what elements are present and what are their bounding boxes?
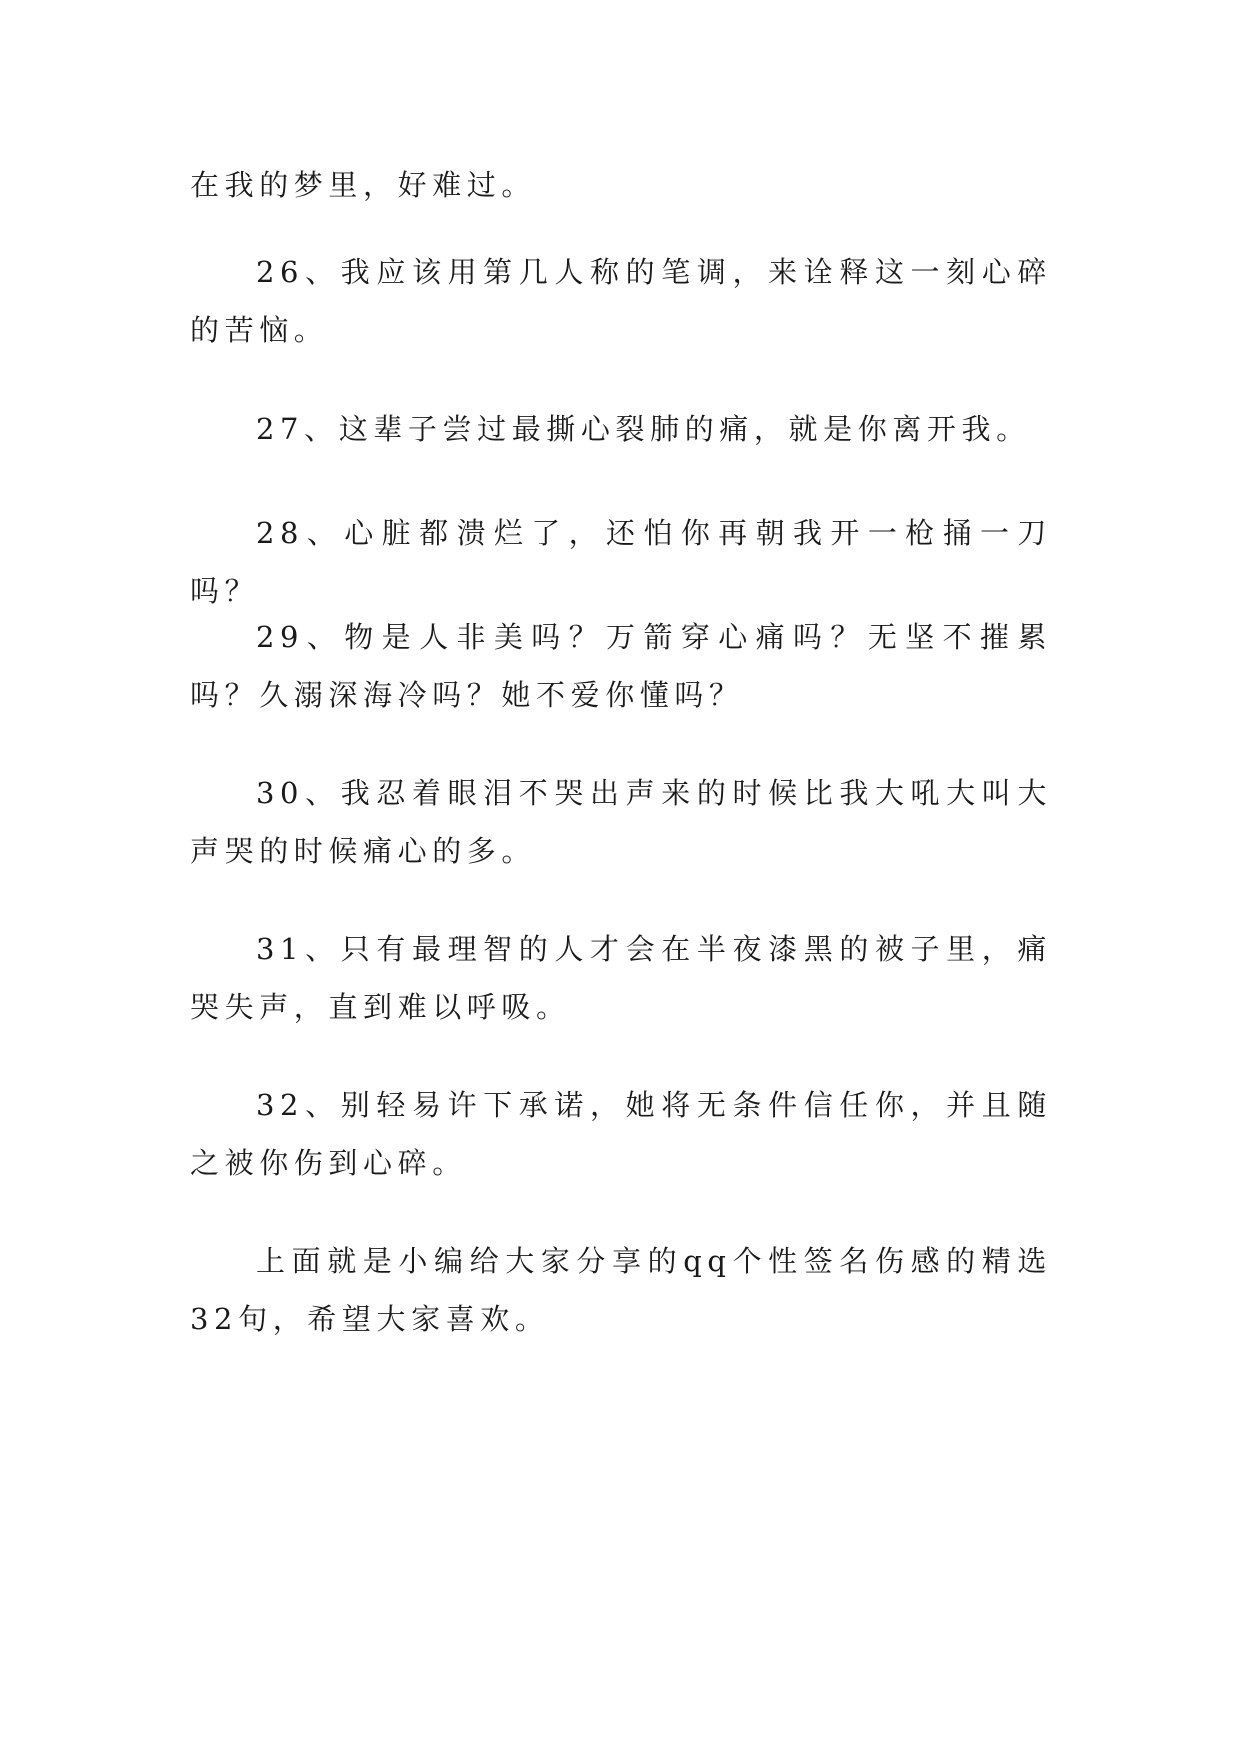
paragraph-29: 29、物是人非美吗？万箭穿心痛吗？无坚不摧累吗？久溺深海冷吗？她不爱你懂吗？ <box>190 620 1052 712</box>
paragraph-28: 28、心脏都溃烂了，还怕你再朝我开一枪捅一刀吗？ <box>190 516 1052 608</box>
paragraph-27: 27、这辈子尝过最撕心裂肺的痛，就是你离开我。 <box>256 412 1031 446</box>
paragraph-26: 26、我应该用第几人称的笔调，来诠释这一刻心碎的苦恼。 <box>190 255 1052 347</box>
paragraph-intro-tail: 在我的梦里，好难过。 <box>190 168 537 202</box>
paragraph-closing: 上面就是小编给大家分享的qq个性签名伤感的精选32句，希望大家喜欢。 <box>190 1244 1052 1336</box>
paragraph-32: 32、别轻易许下承诺，她将无条件信任你，并且随之被你伤到心碎。 <box>190 1088 1052 1180</box>
paragraph-31: 31、只有最理智的人才会在半夜漆黑的被子里，痛哭失声，直到难以呼吸。 <box>190 932 1052 1024</box>
paragraph-30: 30、我忍着眼泪不哭出声来的时候比我大吼大叫大声哭的时候痛心的多。 <box>190 776 1052 868</box>
